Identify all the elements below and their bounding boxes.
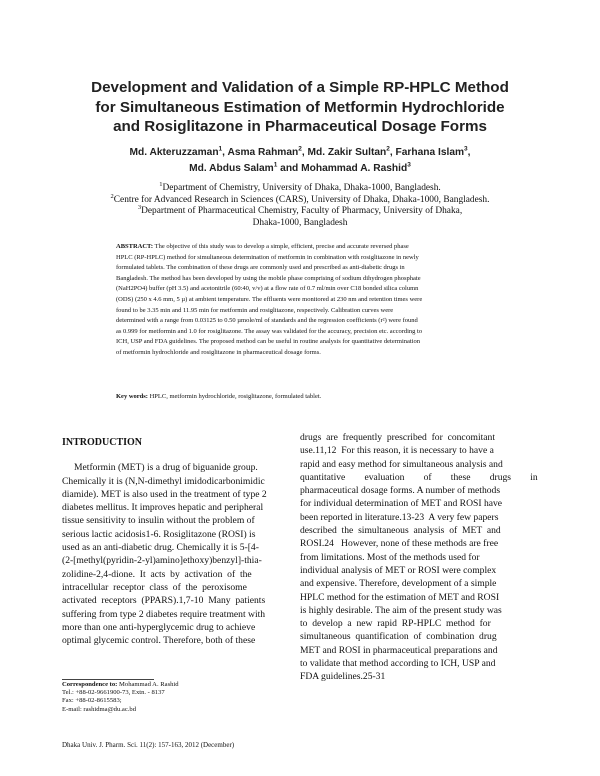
affiliation (60, 206, 540, 218)
text-line: been reported in literature.13-23 A very few papers (300, 511, 499, 523)
affiliation (60, 218, 540, 230)
text-line: more than one anti-hyperglycemic drug to achieve (62, 621, 256, 633)
text-line: MET and ROSI in pharmaceutical preparations and (300, 644, 498, 656)
text-line: to develop a new rapid RP-HPLC method for (300, 618, 491, 630)
contact-line: Tel.: +88-02-9661900-73, Extn. - 8137 (62, 689, 165, 697)
affiliation-mark: 1 (159, 180, 163, 188)
text-line: serious lactic acidosis1-6. Rosiglitazone (ROSI) is (62, 528, 256, 540)
text-line: Metformin (MET) is a drug of biguanide group. (62, 462, 258, 474)
keywords-text: HPLC, metformin hydrochloride, rosiglitazone, formulated tablet. (149, 393, 322, 400)
correspondence-line (62, 681, 292, 689)
contact-line: E-mail: rashidma@du.ac.bd (62, 705, 137, 713)
author-affil-mark: 1 (273, 161, 278, 169)
text-line: for individual determination of MET and ROSI have (300, 498, 503, 510)
author-conjunction: and (280, 162, 299, 174)
text-line: suffering from type 2 diabetes require treatment with (62, 608, 266, 620)
contact-line: Fax: +88-02-8615583; (62, 697, 122, 705)
text-line: and expensive. Therefore, development of a simple (300, 578, 497, 590)
text-line: quantitative evaluation of these drugs in (300, 471, 538, 483)
title-line: for Simultaneous Estimation of Metformin Hydrochloride (95, 98, 505, 116)
text-line: individual analysis of MET or ROSI were complex (300, 564, 497, 576)
text-line: rapid and easy method for simultaneous analysis and (300, 458, 503, 470)
intro-right-column (300, 431, 538, 684)
text-line: optimal glycemic control. Therefore, both of these (62, 635, 256, 647)
abstract-line: of metformin hydrochloride and rosiglitazone in pharmaceutical dosage forms. (116, 348, 321, 356)
text-line: FDA guidelines.25-31 (300, 671, 386, 683)
abstract-line: ICH, USP and FDA guidelines. The proposed method can be useful in routine analysis for quantitative determination (116, 338, 420, 346)
text-line: intracellular receptor class of the peroxisome (62, 581, 247, 593)
author-affil-mark: 3 (464, 145, 468, 153)
author-affil-mark: 3 (407, 161, 411, 169)
affiliation-text: Dhaka-1000, Bangladesh (252, 217, 348, 228)
text-line: HPLC method for the estimation of MET and ROSI (300, 591, 500, 603)
text-line: from limitations. Most of the methods used for (300, 551, 480, 563)
author-affil-mark: 1 (218, 145, 223, 153)
keywords (116, 392, 488, 402)
correspondence-name: Mohammad A. Rashid (119, 681, 179, 688)
text-line: used as an anti-diabetic drug. Chemically it is 5-[4- (62, 542, 259, 554)
author-line-1: Md. Akteruzzaman$^1$, Asma Rahman$^2$, Md. Zakir Sultan$^2$, Farhana Islam$^3$, (129, 145, 471, 158)
author-name: Farhana Islam (395, 147, 465, 158)
author-affil-mark: 2 (298, 145, 302, 153)
affiliation-mark: 2 (110, 192, 114, 200)
text-line: activated receptors (PPARS).1,7-10 Many patients (62, 595, 266, 607)
abstract-line: as 0.999 for metformin and 1.0 for rosiglitazone. The assay was validated for the accuracy, precision etc. according to (116, 327, 423, 335)
affiliation (60, 180, 540, 195)
intro-left-column (62, 448, 300, 647)
text-line: to validate that method according to ICH, USP and (300, 658, 496, 670)
author-affil-mark: 2 (386, 145, 390, 153)
paper-title (40, 78, 560, 137)
text-line: zolidine-2,4-dione. It acts by activation of the (62, 568, 252, 580)
correspondence-footnote (62, 681, 292, 714)
abstract (116, 242, 488, 359)
abstract-line: (NaH2PO4) buffer (pH 3.5) and acetonitrile (60:40, v/v) at a flow rate of 0.7 ml/min over C18 bonded silica column (116, 285, 419, 293)
section-heading: INTRODUCTION (62, 437, 143, 448)
abstract-line: found to be 3.35 min and 11.95 min for metformin and rosiglitazone, respectively. Calibration curves were (116, 306, 394, 314)
affiliation-text: Centre for Advanced Research in Sciences (CARS), University of Dhaka, Dhaka-1000, Bangladesh. (113, 194, 490, 205)
affiliation-text: Department of Chemistry, University of Dhaka, Dhaka-1000, Bangladesh. (162, 183, 441, 193)
text-line: pharmaceutical dosage forms. A number of methods (300, 485, 501, 497)
author-line-2 (40, 161, 560, 177)
author-list (40, 145, 560, 176)
text-line: is highly desirable. The aim of the present study was (300, 604, 502, 616)
correspondence-label: Correspondence to: (62, 681, 118, 688)
abstract-line (116, 242, 488, 253)
affiliation-mark: 3 (137, 204, 142, 212)
text-line: diabetes mellitus. It improves hepatic and peripheral (62, 502, 264, 514)
text-line: Chemically it is (N,N-dimethyl imidodicarbonimidic (62, 475, 265, 487)
text-line: described the simultaneous analysis of MET and (300, 525, 501, 537)
abstract-label: ABSTRACT: (116, 243, 154, 250)
text-line: simultaneous quantification of combination drug (300, 631, 497, 643)
abstract-text: The objective of this study was to develop a simple, efficient, precise and accurate reversed phase (154, 243, 409, 250)
abstract-line: determined with a range from 0.03125 to 0.50 µmole/ml of standards and the regression coefficients (r²) were found (116, 317, 418, 325)
text-line: drugs are frequently prescribed for concomitant (300, 432, 495, 443)
text-line: diamide). MET is also used in the treatment of type 2 (62, 488, 267, 500)
title-line: and Rosiglitazone in Pharmaceutical Dosage Forms (113, 118, 487, 135)
keywords-label: Key words: (116, 393, 148, 400)
affiliation (60, 192, 540, 207)
abstract-line: (ODS) (250 x 4.6 mm, 5 µ) at ambient temperature. The effluents were monitored at 230 nm and retention times were (116, 295, 423, 303)
text-line (62, 448, 300, 461)
author-name: Asma Rahman (227, 147, 299, 158)
author-name: Md. Akteruzzaman (129, 147, 219, 158)
author-name: Md. Zakir Sultan (307, 147, 387, 158)
abstract-line: formulated tablets. The combination of these drugs are commonly used and prescribed as anti-diabetic drugs in (116, 264, 405, 272)
abstract-line: Bangladesh. The method has been developed by using the mobile phase comprising of sodium dihydrogen phosphate (116, 274, 421, 282)
footnote-divider (62, 679, 154, 680)
text-line: (2-[methyl(pyridin-2-yl)amino]ethoxy)benzyl]-thia- (62, 555, 262, 567)
author-name: Md. Abdus Salam (189, 162, 274, 174)
title-line: Development and Validation of a Simple RP-HPLC Method (91, 79, 509, 96)
author-name: Mohammad A. Rashid (301, 162, 408, 174)
journal-citation: Dhaka Univ. J. Pharm. Sci. 11(2): 157-163, 2012 (December) (62, 741, 235, 749)
text-line: ROSI.24 However, none of these methods are free (300, 538, 499, 550)
affiliations (60, 180, 540, 229)
affiliation-text: Department of Pharmaceutical Chemistry, Faculty of Pharmacy, University of Dhaka, (141, 206, 463, 217)
abstract-line: HPLC (RP-HPLC) method for simultaneous determination of metformin in combination with rosiglitazone in newly (116, 253, 419, 261)
text-line: tissue sensitivity to insulin without the problem of (62, 515, 255, 527)
text-line: use.11,12 For this reason, it is necessary to have a (300, 445, 494, 457)
